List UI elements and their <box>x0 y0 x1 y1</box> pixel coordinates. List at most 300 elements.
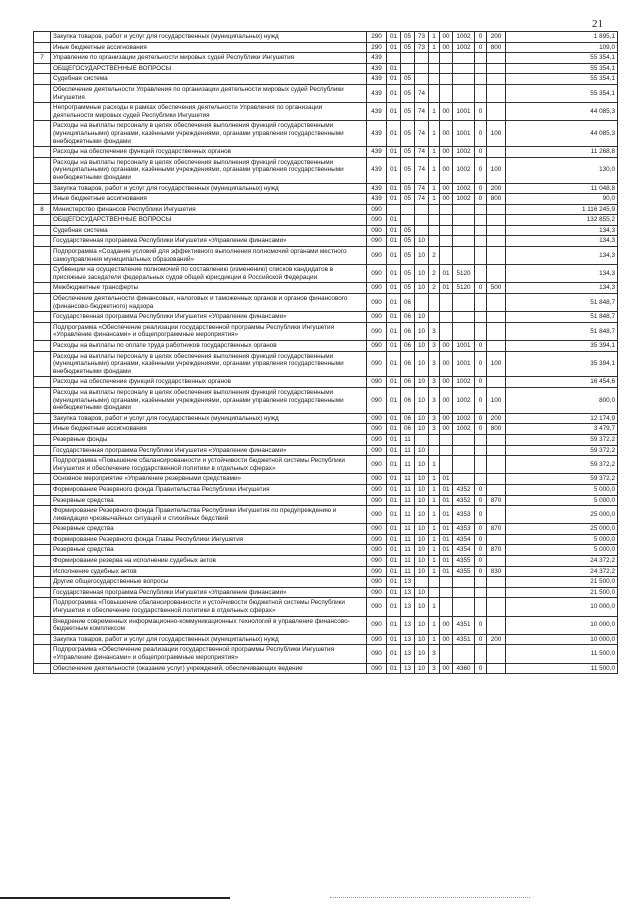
amount: 16 454,6 <box>506 377 618 388</box>
item-name: Расходы на выплаты по оплате труда работников государственных органов <box>51 341 367 352</box>
table-row <box>34 322 618 340</box>
code-program: 10 <box>415 424 429 435</box>
row-number <box>34 194 51 205</box>
code-subprogram: 1 <box>429 566 440 577</box>
code-subprogram: 2 <box>429 283 440 294</box>
table-row <box>34 294 618 312</box>
table-row <box>34 42 618 53</box>
code-program: 73 <box>415 32 429 43</box>
code-event: 01 <box>440 534 453 545</box>
code-ministry: 090 <box>367 445 387 456</box>
code-program <box>415 215 429 226</box>
table-row <box>34 194 618 205</box>
row-number <box>34 587 51 598</box>
bottom-scan-artifact <box>330 897 530 899</box>
code-event: 00 <box>440 147 453 158</box>
code-sub: 0 <box>475 194 487 205</box>
code-subprogram <box>429 53 440 64</box>
row-number <box>34 424 51 435</box>
table-row <box>34 103 618 121</box>
row-number <box>34 616 51 634</box>
row-number <box>34 247 51 265</box>
code-subsection: 11 <box>401 456 415 474</box>
code-expense-type <box>487 484 506 495</box>
code-expense-type <box>487 53 506 64</box>
table-body <box>34 32 618 674</box>
code-section: 01 <box>387 63 401 74</box>
code-section <box>387 53 401 64</box>
code-ministry: 090 <box>367 247 387 265</box>
table-row <box>34 598 618 616</box>
code-subsection: 05 <box>401 147 415 158</box>
code-subprogram <box>429 225 440 236</box>
code-section: 01 <box>387 183 401 194</box>
code-subsection: 05 <box>401 32 415 43</box>
item-name: Подпрограмма «Повышение сбалансированности и устойчивости бюджетной системы Республики Ингушетия и обеспечение государственной политики в отдельных сферах» <box>51 598 367 616</box>
item-name: Иные бюджетные ассигнования <box>51 424 367 435</box>
code-direction: 1002 <box>453 183 475 194</box>
code-direction: 1001 <box>453 121 475 147</box>
code-program: 74 <box>415 183 429 194</box>
code-ministry: 090 <box>367 484 387 495</box>
code-ministry: 090 <box>367 534 387 545</box>
code-section: 01 <box>387 506 401 524</box>
item-name: Формирование Резервного фонда Главы Республики Ингушетия <box>51 534 367 545</box>
code-event <box>440 74 453 85</box>
code-ministry: 090 <box>367 634 387 645</box>
code-direction: 1001 <box>453 351 475 377</box>
item-name: Формирование Резервного фонда Правительства Республики Ингушетия по предупреждению и ликвидации чрезвычайных ситуаций и стихийных бедствий <box>51 506 367 524</box>
amount: 12 174,9 <box>506 413 618 424</box>
code-sub <box>475 294 487 312</box>
code-direction: 4353 <box>453 524 475 535</box>
table-row <box>34 387 618 413</box>
code-subsection: 11 <box>401 534 415 545</box>
code-direction: 5120 <box>453 283 475 294</box>
table-row <box>34 524 618 535</box>
row-number <box>34 322 51 340</box>
code-program: 74 <box>415 147 429 158</box>
code-program <box>415 434 429 445</box>
table-row <box>34 545 618 556</box>
code-expense-type <box>487 663 506 674</box>
code-subsection: 11 <box>401 524 415 535</box>
item-name: Обеспечение деятельности (оказание услуг) учреждений, обеспечивающих ведение <box>51 663 367 674</box>
code-program: 10 <box>415 566 429 577</box>
code-subsection: 13 <box>401 634 415 645</box>
code-expense-type <box>487 506 506 524</box>
code-direction <box>453 645 475 663</box>
code-subprogram <box>429 577 440 588</box>
code-section: 01 <box>387 294 401 312</box>
code-subsection: 13 <box>401 645 415 663</box>
code-expense-type <box>487 456 506 474</box>
row-number <box>34 32 51 43</box>
code-sub: 0 <box>475 42 487 53</box>
code-direction <box>453 63 475 74</box>
code-sub <box>475 312 487 323</box>
code-direction: 4354 <box>453 545 475 556</box>
code-program: 10 <box>415 265 429 283</box>
row-number: 8 <box>34 204 51 215</box>
code-expense-type <box>487 577 506 588</box>
code-ministry: 290 <box>367 32 387 43</box>
code-ministry: 090 <box>367 566 387 577</box>
code-expense-type <box>487 645 506 663</box>
code-subprogram <box>429 445 440 456</box>
code-sub: 0 <box>475 495 487 506</box>
code-section: 01 <box>387 587 401 598</box>
code-ministry: 439 <box>367 63 387 74</box>
code-event <box>440 577 453 588</box>
row-number <box>34 495 51 506</box>
amount: 800,0 <box>506 387 618 413</box>
code-subsection: 13 <box>401 663 415 674</box>
code-subsection: 05 <box>401 225 415 236</box>
code-subsection: 11 <box>401 545 415 556</box>
code-ministry: 090 <box>367 225 387 236</box>
amount: 5 000,0 <box>506 495 618 506</box>
code-expense-type <box>487 247 506 265</box>
code-expense-type: 200 <box>487 32 506 43</box>
code-subsection: 05 <box>401 236 415 247</box>
code-subprogram: 1 <box>429 103 440 121</box>
item-name: Расходы на обеспечение функций государственных органов <box>51 377 367 388</box>
code-subprogram <box>429 312 440 323</box>
code-sub <box>475 474 487 485</box>
code-expense-type: 100 <box>487 157 506 183</box>
code-sub: 0 <box>475 424 487 435</box>
code-expense-type <box>487 445 506 456</box>
table-row <box>34 377 618 388</box>
code-section: 01 <box>387 424 401 435</box>
code-direction: 4352 <box>453 495 475 506</box>
code-program: 10 <box>415 663 429 674</box>
code-direction <box>453 445 475 456</box>
code-sub <box>475 74 487 85</box>
code-subprogram: 3 <box>429 424 440 435</box>
code-expense-type <box>487 294 506 312</box>
code-event <box>440 204 453 215</box>
code-subsection: 05 <box>401 157 415 183</box>
code-ministry: 090 <box>367 312 387 323</box>
code-section: 01 <box>387 445 401 456</box>
code-subprogram <box>429 236 440 247</box>
code-subprogram: 3 <box>429 377 440 388</box>
code-section: 01 <box>387 616 401 634</box>
code-event: 01 <box>440 506 453 524</box>
amount: 134,3 <box>506 236 618 247</box>
item-name: Субвенции на осуществление полномочий по составлению (изменению) списков кандидатов в присяжные заседатели федеральных судов общей юрисдикции в Российской Федерации <box>51 265 367 283</box>
code-section: 01 <box>387 236 401 247</box>
code-expense-type <box>487 84 506 102</box>
code-expense-type: 200 <box>487 634 506 645</box>
code-direction <box>453 587 475 598</box>
code-sub <box>475 598 487 616</box>
code-event: 00 <box>440 194 453 205</box>
code-ministry: 090 <box>367 645 387 663</box>
code-subsection: 11 <box>401 495 415 506</box>
table-row <box>34 283 618 294</box>
item-name: Подпрограмма «Создание условий для эффективного выполнения полномочий органами местного самоуправления муниципальных образований» <box>51 247 367 265</box>
row-number <box>34 377 51 388</box>
code-sub <box>475 63 487 74</box>
code-program: 74 <box>415 194 429 205</box>
code-expense-type: 500 <box>487 283 506 294</box>
code-event <box>440 456 453 474</box>
row-number <box>34 456 51 474</box>
code-program <box>415 53 429 64</box>
row-number <box>34 387 51 413</box>
item-name: Иные бюджетные ассигнования <box>51 194 367 205</box>
code-ministry: 439 <box>367 53 387 64</box>
row-number <box>34 645 51 663</box>
code-expense-type: 100 <box>487 121 506 147</box>
code-ministry: 090 <box>367 351 387 377</box>
code-expense-type <box>487 63 506 74</box>
code-direction <box>453 456 475 474</box>
code-direction <box>453 294 475 312</box>
amount: 59 372,2 <box>506 474 618 485</box>
code-expense-type <box>487 587 506 598</box>
code-section: 01 <box>387 32 401 43</box>
code-subsection: 06 <box>401 312 415 323</box>
table-row <box>34 247 618 265</box>
code-event: 01 <box>440 283 453 294</box>
code-ministry: 090 <box>367 474 387 485</box>
code-subsection: 11 <box>401 474 415 485</box>
code-subsection: 11 <box>401 484 415 495</box>
code-subsection: 06 <box>401 322 415 340</box>
code-ministry: 090 <box>367 663 387 674</box>
code-section: 01 <box>387 387 401 413</box>
code-sub <box>475 445 487 456</box>
row-number <box>34 566 51 577</box>
amount: 130,0 <box>506 157 618 183</box>
item-name: Судебная система <box>51 74 367 85</box>
code-sub <box>475 587 487 598</box>
code-event: 00 <box>440 121 453 147</box>
item-name: Закупка товаров, работ и услуг для государственных (муниципальных) нужд <box>51 634 367 645</box>
code-subprogram: 1 <box>429 474 440 485</box>
code-section: 01 <box>387 434 401 445</box>
code-event: 00 <box>440 183 453 194</box>
code-event <box>440 63 453 74</box>
code-subsection: 05 <box>401 121 415 147</box>
code-event: 00 <box>440 341 453 352</box>
amount: 24 372,2 <box>506 566 618 577</box>
code-subprogram: 2 <box>429 265 440 283</box>
amount: 59 372,2 <box>506 434 618 445</box>
code-ministry: 439 <box>367 183 387 194</box>
row-number <box>34 147 51 158</box>
code-sub <box>475 225 487 236</box>
code-program: 10 <box>415 456 429 474</box>
code-subprogram <box>429 434 440 445</box>
row-number <box>34 283 51 294</box>
code-section <box>387 204 401 215</box>
row-number <box>34 445 51 456</box>
item-name: Подпрограмма «Обеспечение реализации государственной программы Республики Ингушетия «Управление финансами» и общепрограммные мероприятия» <box>51 645 367 663</box>
code-sub <box>475 434 487 445</box>
code-direction <box>453 215 475 226</box>
code-program: 10 <box>415 556 429 567</box>
code-expense-type: 800 <box>487 42 506 53</box>
code-subsection: 13 <box>401 598 415 616</box>
code-subsection <box>401 63 415 74</box>
row-number <box>34 545 51 556</box>
code-ministry: 090 <box>367 215 387 226</box>
amount: 5 000,0 <box>506 534 618 545</box>
code-event <box>440 434 453 445</box>
code-subprogram: 1 <box>429 32 440 43</box>
table-row <box>34 566 618 577</box>
code-subprogram: 1 <box>429 194 440 205</box>
code-direction: 1002 <box>453 147 475 158</box>
code-program: 10 <box>415 645 429 663</box>
item-name: Формирование резерва на исполнение судебных актов <box>51 556 367 567</box>
code-subprogram: 1 <box>429 157 440 183</box>
amount: 21 500,0 <box>506 577 618 588</box>
code-ministry: 090 <box>367 424 387 435</box>
code-event <box>440 215 453 226</box>
code-sub: 0 <box>475 121 487 147</box>
code-program: 73 <box>415 42 429 53</box>
item-name: Судебная система <box>51 225 367 236</box>
code-subprogram: 1 <box>429 545 440 556</box>
code-direction: 4353 <box>453 506 475 524</box>
code-expense-type <box>487 236 506 247</box>
code-event <box>440 312 453 323</box>
item-name: ОБЩЕГОСУДАРСТВЕННЫЕ ВОПРОСЫ <box>51 215 367 226</box>
code-section: 01 <box>387 42 401 53</box>
table-row <box>34 577 618 588</box>
code-section: 01 <box>387 215 401 226</box>
code-subprogram: 1 <box>429 556 440 567</box>
amount: 44 085,3 <box>506 103 618 121</box>
code-subprogram: 3 <box>429 322 440 340</box>
code-event: 01 <box>440 524 453 535</box>
code-direction <box>453 74 475 85</box>
table-row <box>34 157 618 183</box>
amount: 11 268,8 <box>506 147 618 158</box>
code-subsection: 05 <box>401 247 415 265</box>
code-sub: 0 <box>475 103 487 121</box>
row-number <box>34 577 51 588</box>
code-section: 01 <box>387 341 401 352</box>
table-row <box>34 32 618 43</box>
row-number <box>34 183 51 194</box>
amount: 59 372,2 <box>506 445 618 456</box>
amount: 51 848,7 <box>506 322 618 340</box>
code-ministry: 439 <box>367 147 387 158</box>
code-program: 10 <box>415 377 429 388</box>
code-ministry: 090 <box>367 294 387 312</box>
code-sub: 0 <box>475 484 487 495</box>
amount: 10 000,0 <box>506 616 618 634</box>
table-row <box>34 663 618 674</box>
table-row <box>34 312 618 323</box>
item-name: Формирование Резервного фонда Правительства Республики Ингушетия <box>51 484 367 495</box>
item-name: Государственная программа Республики Ингушетия «Управление финансами» <box>51 312 367 323</box>
code-direction <box>453 84 475 102</box>
table-row <box>34 634 618 645</box>
code-program: 10 <box>415 484 429 495</box>
code-program <box>415 225 429 236</box>
code-ministry: 090 <box>367 387 387 413</box>
code-direction <box>453 236 475 247</box>
code-subsection: 13 <box>401 587 415 598</box>
table-row <box>34 215 618 226</box>
code-event: 00 <box>440 103 453 121</box>
code-program: 10 <box>415 616 429 634</box>
table-row <box>34 645 618 663</box>
code-expense-type <box>487 616 506 634</box>
code-expense-type: 870 <box>487 524 506 535</box>
row-number <box>34 63 51 74</box>
row-number: 7 <box>34 53 51 64</box>
code-subprogram: 1 <box>429 121 440 147</box>
code-expense-type: 200 <box>487 183 506 194</box>
code-program: 10 <box>415 387 429 413</box>
table-row <box>34 351 618 377</box>
table-row <box>34 204 618 215</box>
amount: 1 895,1 <box>506 32 618 43</box>
code-expense-type: 870 <box>487 545 506 556</box>
table-row <box>34 236 618 247</box>
code-direction <box>453 322 475 340</box>
code-event: 00 <box>440 663 453 674</box>
code-sub <box>475 577 487 588</box>
code-subsection: 05 <box>401 265 415 283</box>
code-ministry: 090 <box>367 587 387 598</box>
table-row <box>34 587 618 598</box>
code-section: 01 <box>387 283 401 294</box>
table-row <box>34 121 618 147</box>
code-subsection: 11 <box>401 566 415 577</box>
code-direction <box>453 312 475 323</box>
code-expense-type <box>487 215 506 226</box>
table-row <box>34 456 618 474</box>
table-row <box>34 474 618 485</box>
code-section: 01 <box>387 84 401 102</box>
item-name: Закупка товаров, работ и услуг для государственных (муниципальных) нужд <box>51 413 367 424</box>
code-subprogram: 1 <box>429 183 440 194</box>
code-section: 01 <box>387 265 401 283</box>
code-direction <box>453 53 475 64</box>
code-direction: 4351 <box>453 616 475 634</box>
code-section: 01 <box>387 351 401 377</box>
code-direction: 4355 <box>453 566 475 577</box>
code-event: 01 <box>440 566 453 577</box>
code-sub <box>475 645 487 663</box>
code-ministry: 090 <box>367 204 387 215</box>
code-ministry: 439 <box>367 74 387 85</box>
amount: 3 479,7 <box>506 424 618 435</box>
row-number <box>34 215 51 226</box>
code-ministry: 439 <box>367 157 387 183</box>
code-event: 01 <box>440 484 453 495</box>
row-number <box>34 294 51 312</box>
code-section: 01 <box>387 312 401 323</box>
code-sub: 0 <box>475 157 487 183</box>
row-number <box>34 84 51 102</box>
code-subprogram: 1 <box>429 598 440 616</box>
amount: 59 372,2 <box>506 456 618 474</box>
code-direction: 1002 <box>453 42 475 53</box>
code-section: 01 <box>387 663 401 674</box>
code-direction <box>453 247 475 265</box>
